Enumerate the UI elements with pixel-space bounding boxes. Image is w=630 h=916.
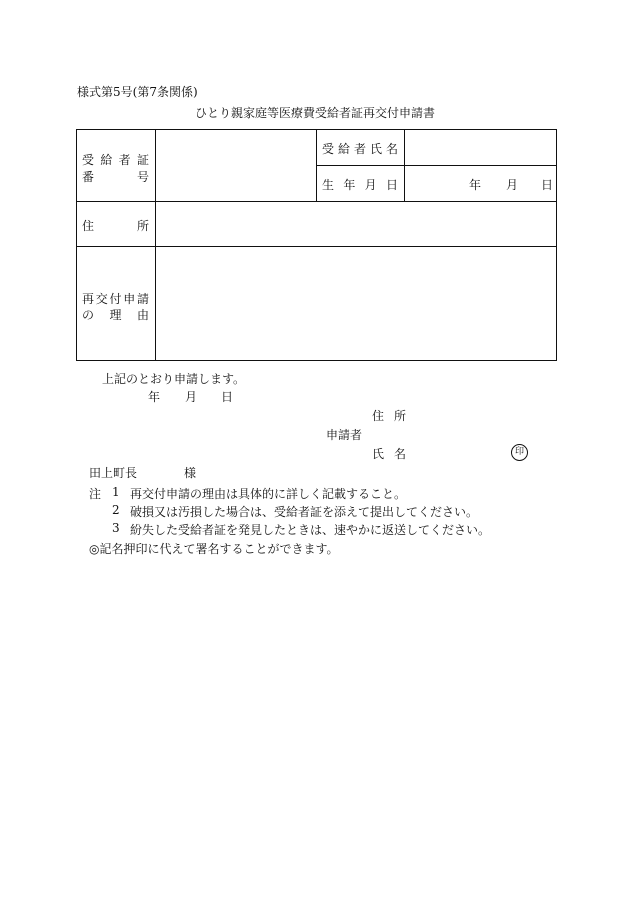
cert-number-label-line2: 番 号 bbox=[82, 170, 149, 184]
note-2-number: 2 bbox=[112, 503, 120, 517]
table-border-right bbox=[556, 129, 557, 361]
table-divider-name-birth bbox=[316, 165, 557, 166]
table-label-column-divider bbox=[155, 129, 156, 361]
table-border-bottom bbox=[76, 360, 557, 361]
table-divider-cert-value bbox=[316, 129, 317, 201]
cert-number-field[interactable] bbox=[160, 140, 310, 196]
recipient-name-field[interactable] bbox=[410, 134, 552, 162]
applicant-name-label: 氏 名 bbox=[372, 447, 406, 461]
honorific-label: 様 bbox=[184, 466, 197, 480]
recipient-name-label: 受給者氏名 bbox=[322, 142, 398, 156]
signature-note: ◎記名押印に代えて署名することができます。 bbox=[89, 542, 339, 556]
date-year-label: 年 bbox=[148, 390, 161, 404]
note-3-text: 紛失した受給者証を発見したときは、速やかに返送してください。 bbox=[130, 523, 491, 537]
address-label: 住 所 bbox=[82, 219, 149, 233]
applicant-address-label: 住 所 bbox=[372, 409, 406, 423]
reissue-reason-label-line2: の 理 由 bbox=[82, 308, 149, 322]
seal-mark-icon: 印 bbox=[511, 444, 528, 461]
declaration-text: 上記のとおり申請します。 bbox=[102, 372, 246, 386]
birth-month-label: 月 bbox=[506, 178, 519, 192]
notes-heading: 注 bbox=[89, 487, 102, 501]
table-divider-name-label bbox=[404, 129, 405, 201]
reissue-reason-field[interactable] bbox=[160, 251, 550, 355]
mayor-label: 田上町長 bbox=[89, 466, 138, 480]
address-field[interactable] bbox=[160, 206, 550, 242]
date-day-label: 日 bbox=[221, 390, 234, 404]
note-1-text: 再交付申請の理由は具体的に詳しく記載すること。 bbox=[130, 487, 407, 501]
note-2-text: 破損又は汚損した場合は、受給者証を添えて提出してください。 bbox=[130, 505, 479, 519]
table-divider-address-reason bbox=[76, 246, 557, 247]
birth-day-label: 日 bbox=[541, 178, 554, 192]
document-title: ひとり親家庭等医療費受給者証再交付申請書 bbox=[194, 106, 435, 120]
note-1-number: 1 bbox=[112, 485, 120, 499]
form-number: 様式第5号(第7条関係) bbox=[77, 85, 198, 99]
birth-year-label: 年 bbox=[469, 178, 482, 192]
table-divider-cert-address bbox=[76, 201, 557, 202]
birth-date-label: 生 年 月 日 bbox=[322, 178, 398, 192]
note-3-number: 3 bbox=[112, 521, 120, 535]
date-month-label: 月 bbox=[185, 390, 198, 404]
reissue-reason-label-line1: 再交付申請 bbox=[82, 292, 149, 306]
table-border-left bbox=[76, 129, 77, 361]
applicant-label: 申請者 bbox=[326, 428, 363, 442]
cert-number-label-line1: 受 給 者 証 bbox=[82, 153, 149, 167]
